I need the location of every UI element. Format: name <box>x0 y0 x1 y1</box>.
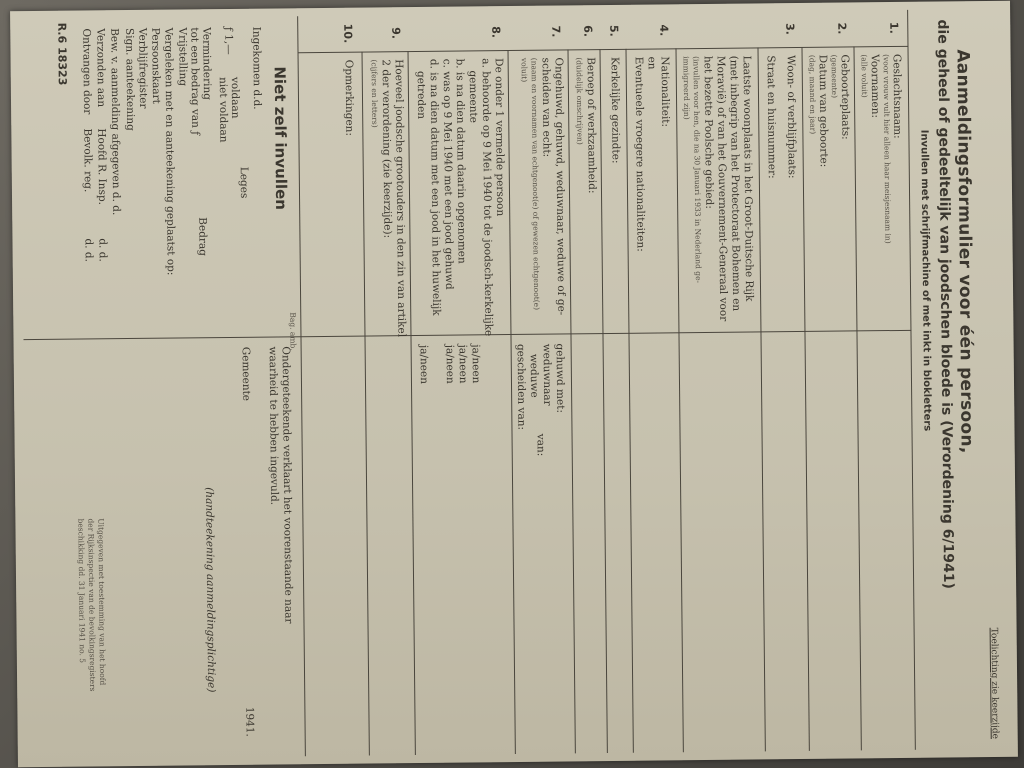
paper-sheet <box>10 1 1018 767</box>
field-8-a-ja-neen: ja/neen <box>469 344 482 384</box>
year-label: 1941. <box>243 706 256 737</box>
field-7-option-widow: weduwe <box>527 353 541 398</box>
number-column-rule <box>299 46 909 53</box>
leges-label: Leges <box>237 166 251 199</box>
field-3b-line2: (met inbegrip van het Protectoraat Bohemen en <box>727 55 743 312</box>
field-2-label2: Datum van geboorte: <box>816 54 830 168</box>
verzonden-label: Verzonden aan <box>94 28 108 108</box>
field-4-label-en: en <box>645 56 658 70</box>
field-5-number: 5. <box>607 24 621 37</box>
row-rule-8 <box>408 51 416 755</box>
field-8-b: b. is na dien datum daarin opgenomen <box>453 58 468 264</box>
field-8-d: d. is na dien datum met een jood in het huwelijk <box>427 58 443 316</box>
field-8-c: c. was op 9 Mei 1940 met een jood gehuwd <box>440 58 456 290</box>
field-7-note2: voluit) <box>519 57 529 83</box>
field-7-note: (naam en voornamen van echtgenoot(e) of gewezen echtgenoot(e) <box>529 57 542 311</box>
field-2-note: (gemeente) <box>829 54 840 99</box>
field-7-number: 7. <box>549 25 563 38</box>
f1-amount: ƒ 1,— <box>222 26 235 55</box>
field-7-option-divorced: gescheiden van: <box>514 343 528 431</box>
toelichting-note: Toelichting zie keerzijde <box>988 627 1000 740</box>
vermindering-label: Vermindering <box>200 27 214 100</box>
field-3b-note: (invullen voor hen, die na 30 Januari 1933 in Nederland ge- <box>691 56 703 284</box>
row-rule-6 <box>567 49 575 753</box>
field-8-a: a. behoorde op 9 Mei 1940 tot de joodsch-kerkelijke <box>479 58 495 337</box>
field-1-note2: (alle voluit) <box>859 54 870 98</box>
field-2-note2: (dag, maand en jaar) <box>807 54 818 135</box>
verblijfregister-label: Verblijfregister <box>136 27 150 109</box>
hoofd-insp-label: Hoofd R. Insp. <box>95 128 109 206</box>
label-column-rule <box>301 330 911 337</box>
signalement-label: Sign. aanteekening <box>123 27 137 131</box>
form-title: Aanmeldingsformulier voor één persoon, <box>952 49 977 454</box>
field-8-b-ja-neen: ja/neen <box>456 344 469 384</box>
voldaan-label: voldaan <box>228 76 242 119</box>
bevolk-reg-label: Bevolk. reg. <box>81 128 94 193</box>
bewijs-aanmelding-label: Bew. v. aanmelding afgegeven d. d. <box>108 28 123 216</box>
field-3b-line3: Moravië) of van het Gouvernement-Generaal voor <box>714 55 730 322</box>
ingekomen-label: Ingekomen d.d. <box>250 26 264 110</box>
gemeente-label: Gemeente <box>239 346 253 402</box>
signature-caption: (handteekening aanmeldingsplichtige) <box>203 487 218 693</box>
field-3b-note2: immigreerd zijn) <box>681 56 692 120</box>
ontvangen-label: Ontvangen door <box>80 28 94 115</box>
verzonden-dd-label: d. d. <box>96 238 109 262</box>
row-rule-9 <box>362 52 370 756</box>
row-rule-3b <box>675 48 683 752</box>
field-3-number: 3. <box>783 23 797 36</box>
form-subtitle: die geheel of gedeeltelijk van joodschen bloede is (Verordening 6/1941) <box>934 19 957 590</box>
field-3b-line1: Laatste woonplaats in het Groot-Duitsche Rijk <box>740 55 756 302</box>
form-number: R.6 18323 <box>55 22 69 86</box>
field-8-c-ja-neen: ja/neen <box>443 344 456 384</box>
field-8-label: De onder 1 vermelde persoon <box>492 58 507 217</box>
field-9-number: 9. <box>389 27 403 40</box>
declaration-line1: Ondergeteekende verklaart het voorenstaande naar <box>279 346 295 624</box>
field-9-label2: 2 der verordening (zie keerzijde): <box>379 59 394 239</box>
field-7-option-van: van: <box>534 433 547 457</box>
field-6-label: Beroep of werkzaamheid: <box>584 57 599 194</box>
vergeleken-label: Vergeleken met en aanteekening geplaatst op: <box>162 27 177 276</box>
row-rule-5 <box>599 49 607 753</box>
field-8-number: 8. <box>489 26 503 39</box>
declaration-line2: waarheid te hebben ingevuld. <box>266 346 281 506</box>
field-7-label: Ongehuwd, gehuwd, weduwnaar, weduwe of ge- <box>552 57 568 316</box>
row-rule-2 <box>801 47 809 751</box>
field-2-number: 2. <box>835 22 849 35</box>
field-1-number: 1. <box>887 21 901 34</box>
field-1-note: (voor vrouw vult hier alleen haar meisjesnaam in) <box>881 54 893 244</box>
field-8-d2: getreden <box>414 70 428 120</box>
publisher-line2: der Rijksinspectie van de bevolkingsregisters <box>86 518 98 692</box>
field-7-label2: scheiden van echt: <box>539 57 553 158</box>
publisher-line3: beschikking dd. 31 Januari 1941 no. 5 <box>76 518 87 664</box>
field-4-label2: Eventueele vroegere nationaliteiten: <box>632 56 647 252</box>
niet-zelf-invullen-heading: Niet zelf invullen <box>270 66 291 210</box>
field-8-d-ja-neen: ja/neen <box>417 344 430 385</box>
field-7-option-widower: weduwnaar <box>540 343 554 406</box>
field-10-number: 10. <box>341 23 355 44</box>
form-instruction: Invullen met schrijfmachine of met inkt in blokletters <box>918 129 933 432</box>
bag-amb-label: Bag. amb. <box>288 312 298 351</box>
row-rule-1 <box>853 46 861 750</box>
field-6-note: (duidelijk omschrijven) <box>574 57 585 145</box>
header-rule <box>907 10 916 750</box>
bedrag-label: Bedrag <box>196 217 209 256</box>
field-4-label: Nationaliteit: <box>658 56 672 128</box>
field-2-label: Geboorteplaats: <box>838 54 852 140</box>
field-3-label2: Straat en huisnummer: <box>764 55 778 179</box>
field-3-label: Woon- of verblijfplaats: <box>784 55 798 179</box>
remarks-bottom-rule <box>297 16 306 756</box>
vrijstelling-label: Vrijstelling <box>176 27 189 87</box>
ontvangen-dd-label: d. d. <box>82 238 95 262</box>
publisher-line1: Uitgegeven met toestemming van het hoofd <box>96 518 108 686</box>
tot-bedrag-label: tot een bedrag van ƒ <box>188 27 202 136</box>
field-1-label2: Voornamen: <box>868 54 882 119</box>
field-3b-line4: het bezette Poolsche gebied: <box>701 55 716 209</box>
niet-voldaan-label: niet voldaan <box>216 76 230 143</box>
persoonskaart-label: Persoonskaart <box>149 27 163 104</box>
field-9-label: Hoeveel joodsche grootouders in den zin van artikel <box>392 59 408 338</box>
field-9-note: (cijfers en letters) <box>369 59 380 128</box>
field-4-number: 4. <box>657 24 671 37</box>
bottom-divider <box>24 336 302 340</box>
field-5-label: Kerkelijke gezindte: <box>608 56 622 164</box>
field-7-option-married: gehuwd met: <box>553 343 567 414</box>
field-1-label: Geslachtsnaam: <box>890 53 904 139</box>
field-10-label: Opmerkingen: <box>342 59 356 137</box>
registration-form <box>20 9 1008 759</box>
field-8-a2: gemeente <box>466 70 480 123</box>
field-6-number: 6. <box>581 25 595 38</box>
